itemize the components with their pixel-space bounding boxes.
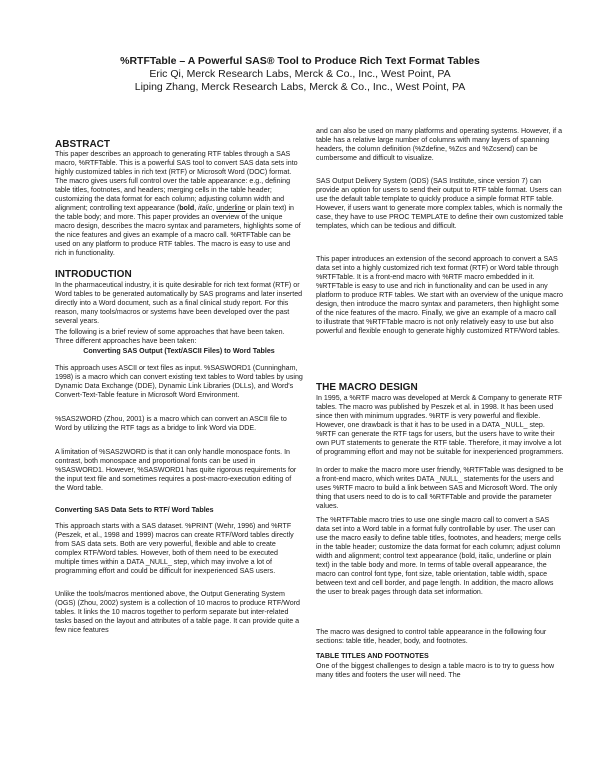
right-paragraph-1: and can also be used on many platforms and operating systems. However, if a table has a relative large number of columns with many layers of spanning headers, the column definition (%Zdefine, %Zcs and %Zcsend) can be cumbersome and difficult to visualize.: [316, 127, 563, 162]
right-paragraph-8: One of the biggest challenges to design a table macro is to try to guess how many titles and footers the user will need. The: [316, 662, 555, 679]
table-titles-heading: TABLE TITLES AND FOOTNOTES: [316, 652, 429, 660]
right-paragraph-2: SAS Output Delivery System (ODS) (SAS Institute, since version 7) can provide an option for users to send their output to RTF table format. Users can use the default table template to quickly produce a simple format RTF table. However, if users want to generate more complex tables, which is normally the case, they have to use PROC TEMPLATE to define their own customized table templates, which can be tedious and difficult.: [316, 177, 564, 230]
introduction-heading: INTRODUCTION: [55, 269, 132, 280]
subsection-2-paragraph-1: This approach starts with a SAS dataset. %PRINT (Wehr, 1996) and %RTF (Peszek, et al., 1998 and 1999) macros can create RTF/Word tables directly from SAS data sets. Both are very powerful, flexible and able to create complex RTF/Word tables. However, both of them need to be executed multiple times within a DATA _NULL_ step, which may involve a lot of programming effort and could be difficult for inexperienced SAS users.: [55, 522, 294, 575]
paper-title: %RTFTable – A Powerful SAS® Tool to Produce Rich Text Format Tables: [120, 55, 480, 67]
subsection-1-paragraph-1: This approach uses ASCII or text files as input. %SASWORD1 (Cunningham, 1998) is a macro which can convert existing text tables to Word tables by using Dynamic Data Exchange (DDE), Dynamic Link Libraries (DLLs), and Word's Convert-Text-Table feature in Microsoft Word Environment.: [55, 364, 303, 399]
macro-design-heading: THE MACRO DESIGN: [316, 382, 418, 393]
subsection-heading-datasets: Converting SAS Data Sets to RTF/ Word Tables: [55, 506, 214, 514]
intro-paragraph-2: The following is a brief review of some approaches that have been taken. Three different approaches have been taken:: [55, 328, 285, 345]
author-line-2: Liping Zhang, Merck Research Labs, Merck & Co., Inc., West Point, PA: [134, 81, 466, 93]
right-paragraph-3: This paper introduces an extension of the second approach to convert a SAS data set into a highly customized rich text format (RTF) or Word table through %RTFTable. It is a front-end macro with %RTF macro embedded in it. %RTFTable is easy to use and rich in functionality and can be used in any platform to produce RTF tables. We start with an overview of the unique macro design, then introduce the macro syntax and parameters, then highlight some of the nice features of the macro. Finally, we give an example of a macro call to illustrate that %RTFTable macro is not only relatively easy to use but also powerful and flexible enough to generate highly customized RTF/Word tables.: [316, 255, 563, 335]
abstract-underline-word: underline: [216, 204, 246, 212]
subsection-heading-output: Converting SAS Output (Text/ASCII Files) to Word Tables: [83, 347, 275, 355]
right-paragraph-5: In order to make the macro more user friendly, %RTFTable was designed to be a front-end macro, which writes DATA _NULL_ statements for the users and uses %RTF macro to build a link between SAS and Microsoft Word. The only thing that users need to do is to call %RTFTable and provide the parameter values.: [316, 466, 564, 510]
abstract-paragraph: This paper describes an approach to generating RTF tables through a SAS macro, %RTFTable. This is a powerful SAS tool to convert SAS data sets into highly customized tables in rich text (RTF) or Microsoft Word (DOC) format. The macro gives users full control over the table appearance: e.g., defining table titles, footnotes, and headers; merging cells in the table header; customizing the data format for each column; adjusting column width and alignment; controlling text appearance (bold, italic, underline or plain text) in the table body; and more. This paper provides an overview of the unique macro design, describes the macro syntax and parameters, highlights some of the nice features and gives an example of a macro call. %RTFTable can be used on any platform to produce RTF tables. The macro is easy to use and rich in functionality.: [55, 150, 301, 257]
right-paragraph-6: The %RTFTable macro tries to use one single macro call to convert a SAS data set into a Word table in a format fully controllable by user. The user can use the macro easily to define table titles, footnotes, and headers; merge cells in the table header; customize the data format for each column; adjust column width and alignment; control text appearance (bold, italic, underline or plain text) in the table body and more. In terms of table overall appearance, the macro can control font type, font size, table orientation, table width, space between text and cell border, and page length. In addition, the macro allows the user to break pages through data set information.: [316, 516, 561, 596]
subsection-1-paragraph-2: %SAS2WORD (Zhou, 2001) is a macro which can convert an ASCII file to Word by utilizing the RTF tags as a bridge to link Word via DDE.: [55, 415, 287, 432]
abstract-heading: ABSTRACT: [55, 139, 110, 150]
intro-paragraph-1: In the pharmaceutical industry, it is quite desirable for rich text format (RTF) or Word tables to be generated automatically by SAS programs and later inserted directly into a Word document, such as a final clinical study report. For this reason, many tools/macros or systems have been developed over the past several years.: [55, 281, 303, 325]
abstract-bold-word: bold: [179, 204, 195, 212]
abstract-italic-word: italic: [198, 204, 213, 212]
title-block: [0, 55, 600, 94]
subsection-2-paragraph-2: Unlike the tools/macros mentioned above, the Output Generating System (OGS) (Zhou, 2002) system is a collection of 10 macros to produce RTF/Word tables. It links the 10 macros together to perform separate but inter-related tasks based on the layout and attributes of a table page. It can provide quite a few nice features: [55, 590, 300, 634]
subsection-1-paragraph-3: A limitation of %SAS2WORD is that it can only handle monospace fonts. In contrast, both monospace and proportional fonts can be used in %SASWORD1. However, %SASWORD1 has quite rigorous requirements for the input text file and sometimes requires a post-macro-execution editing of the Word table.: [55, 448, 297, 492]
right-paragraph-4: In 1995, a %RTF macro was developed at Merck & Company to generate RTF tables. The macro was published by Peszek et al. in 1998. It has been used since then with minimum upgrades. %RTF is very powerful and flexible. However, one drawback is that it has to be used in a DATA _NULL_ step. %RTF can generate the RTF tags for users, but the users have to write their own PUT statements to generate the RTF table. Therefore, it may involve a lot of programming effort and may not be suitable for inexperienced programmers.: [316, 394, 564, 456]
right-paragraph-7: The macro was designed to control table appearance in the following four sections: table title, header, body, and footnotes.: [316, 628, 547, 645]
author-line-1: Eric Qi, Merck Research Labs, Merck & Co., Inc., West Point, PA: [149, 68, 451, 80]
